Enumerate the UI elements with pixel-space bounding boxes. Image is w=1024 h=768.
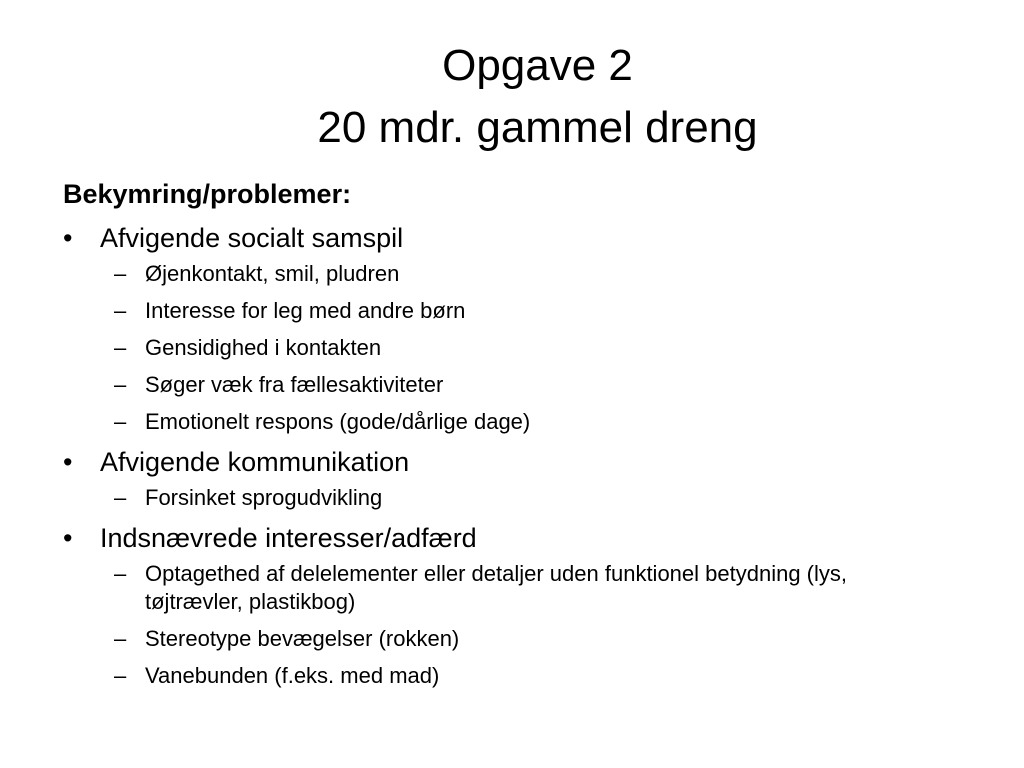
sub-bullet-label: Interesse for leg med andre børn xyxy=(145,298,466,323)
sub-bullet-item xyxy=(63,662,905,690)
sub-bullet-item xyxy=(63,625,905,653)
sub-bullet-label: Forsinket sprogudvikling xyxy=(145,485,383,510)
sub-bullet-item xyxy=(63,334,905,362)
sub-bullet-label: Vanebunden (f.eks. med mad) xyxy=(145,663,440,688)
bullet-item xyxy=(63,522,963,554)
sub-bullet-item xyxy=(63,297,905,325)
dash-icon: – xyxy=(114,372,127,397)
bullet-item xyxy=(63,446,963,478)
sub-bullet-item xyxy=(63,371,905,399)
dash-icon: – xyxy=(114,409,127,434)
bullet-icon: • xyxy=(63,523,73,553)
dash-icon: – xyxy=(114,626,127,651)
bullet-item xyxy=(63,222,963,254)
sub-bullet-label: Øjenkontakt, smil, pludren xyxy=(145,261,400,286)
bullet-label: Afvigende kommunikation xyxy=(100,447,410,477)
bullet-label: Indsnævrede interesser/adfærd xyxy=(100,523,477,553)
sub-bullet-item xyxy=(63,260,905,288)
sub-bullet-item xyxy=(63,560,905,616)
dash-icon: – xyxy=(114,261,127,286)
section-heading: Bekymring/problemer: xyxy=(63,179,352,209)
dash-icon: – xyxy=(114,298,127,323)
sub-bullet-item xyxy=(63,408,905,436)
sub-bullet-item xyxy=(63,484,905,512)
sub-bullet-label: Optagethed af delelementer eller detaljer uden funktionel betydning (lys, tøjtrævler, plastikbog) xyxy=(145,561,848,614)
slide-title: Opgave 2 xyxy=(442,41,633,90)
sub-bullet-label: Gensidighed i kontakten xyxy=(145,335,382,360)
bullet-icon: • xyxy=(63,447,73,477)
dash-icon: – xyxy=(114,485,127,510)
slide-body xyxy=(63,178,963,699)
dash-icon: – xyxy=(114,663,127,688)
sub-bullet-label: Stereotype bevægelser (rokken) xyxy=(145,626,460,651)
dash-icon: – xyxy=(114,335,127,360)
bullet-icon: • xyxy=(63,223,73,253)
slide-subtitle: 20 mdr. gammel dreng xyxy=(317,103,758,152)
bullet-label: Afvigende socialt samspil xyxy=(100,223,404,253)
sub-bullet-label: Søger væk fra fællesaktiviteter xyxy=(145,372,444,397)
sub-bullet-label: Emotionelt respons (gode/dårlige dage) xyxy=(145,409,531,434)
dash-icon: – xyxy=(114,561,127,586)
